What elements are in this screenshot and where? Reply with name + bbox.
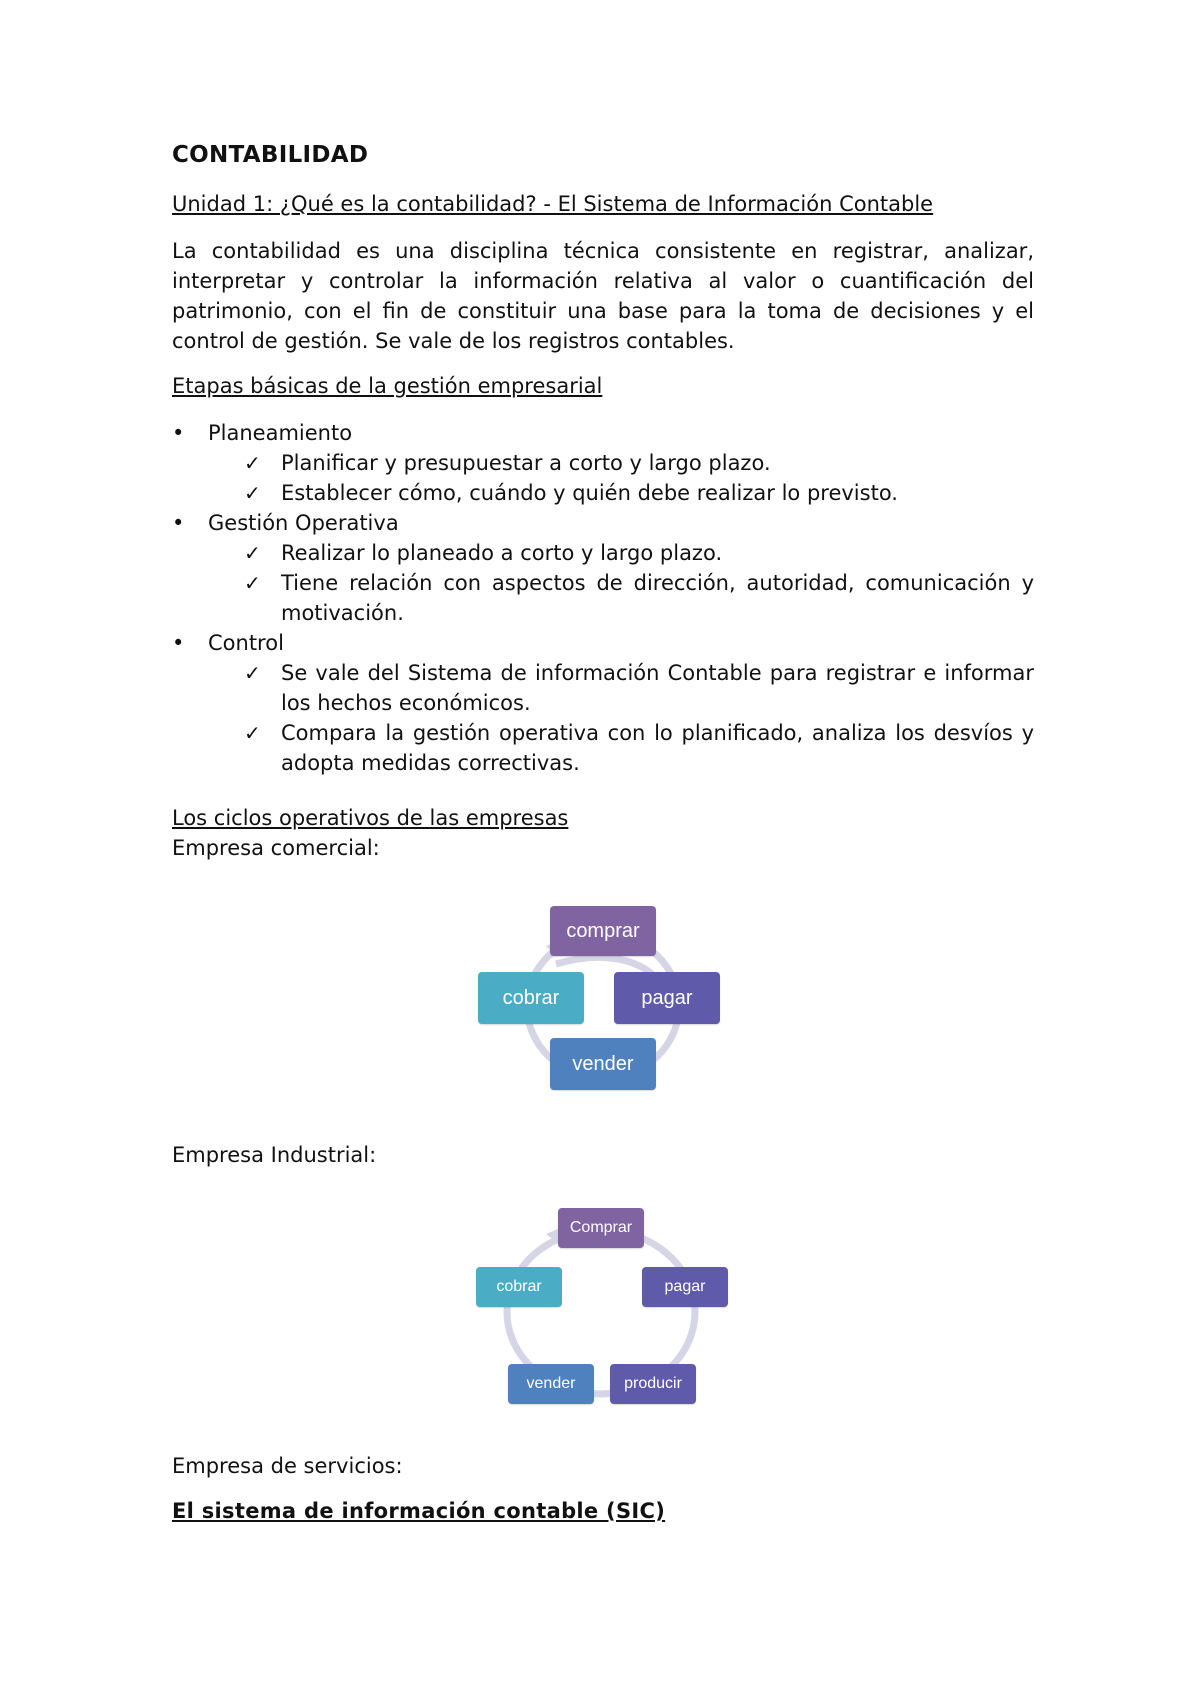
checkmark-icon: ✓: [244, 481, 261, 505]
checkmark-icon: ✓: [244, 661, 261, 685]
cycle-node-comprar: Comprar: [558, 1208, 644, 1248]
unit-heading: Unidad 1: ¿Qué es la contabilidad? - El Sistema de Información Contable: [172, 192, 934, 216]
stage-gestion-operativa: [172, 508, 1034, 628]
stage-checklist: [208, 448, 1034, 508]
check-item: [172, 658, 1034, 718]
stage-label: Planeamiento: [208, 421, 353, 445]
check-text: Planificar y presupuestar a corto y largo plazo.: [281, 451, 771, 475]
checkmark-icon: ✓: [244, 571, 261, 595]
cycle-node-vender: vender: [550, 1038, 656, 1090]
industrial-label: Empresa Industrial:: [172, 1143, 377, 1167]
industrial-cycle-diagram: [476, 1208, 730, 1408]
cycle-node-comprar: comprar: [550, 906, 656, 956]
check-item: [172, 478, 1034, 508]
stage-label: Control: [208, 631, 284, 655]
cycle-node-vender: vender: [508, 1364, 594, 1404]
check-item: [172, 448, 1034, 478]
check-text: Se vale del Sistema de información Contable para registrar e informar los hechos económicos.: [281, 661, 1034, 715]
stages-list: [172, 418, 1034, 778]
checkmark-icon: ✓: [244, 721, 261, 745]
document-title: CONTABILIDAD: [172, 142, 369, 168]
check-text: Realizar lo planeado a corto y largo plazo.: [281, 541, 723, 565]
check-text: Establecer cómo, cuándo y quién debe realizar lo previsto.: [281, 481, 898, 505]
stage-control: [172, 628, 1034, 778]
check-item: [172, 538, 1034, 568]
services-label: Empresa de servicios:: [172, 1454, 403, 1478]
check-item: [172, 718, 1034, 778]
commercial-label: Empresa comercial:: [172, 836, 380, 860]
check-text: Compara la gestión operativa con lo planificado, analiza los desvíos y adopta medidas correctivas.: [281, 721, 1034, 775]
stage-label: Gestión Operativa: [208, 511, 399, 535]
check-text: Tiene relación con aspectos de dirección, autoridad, comunicación y motivación.: [281, 571, 1034, 625]
stage-checklist: [208, 658, 1034, 778]
intro-paragraph: La contabilidad es una disciplina técnica consistente en registrar, analizar, interpretar y controlar la información relativa al valor o cuantificación del patrimonio, con el fin de constituir una base para la toma de decisiones y el control de gestión. Se vale de los registros contables.: [172, 239, 1034, 353]
cycle-node-cobrar: cobrar: [476, 1267, 562, 1307]
check-item: [172, 568, 1034, 628]
checkmark-icon: ✓: [244, 451, 261, 475]
checkmark-icon: ✓: [244, 541, 261, 565]
sic-heading: El sistema de información contable (SIC): [172, 1499, 666, 1523]
stage-planeamiento: [172, 418, 1034, 508]
cycle-node-cobrar: cobrar: [478, 972, 584, 1024]
cycle-node-producir: producir: [610, 1364, 696, 1404]
stage-checklist: [208, 538, 1034, 628]
cycle-node-pagar: pagar: [642, 1267, 728, 1307]
cycles-heading: Los ciclos operativos de las empresas: [172, 806, 569, 830]
commercial-cycle-diagram: [478, 906, 728, 1102]
cycle-node-pagar: pagar: [614, 972, 720, 1024]
stages-heading: Etapas básicas de la gestión empresarial: [172, 374, 603, 398]
